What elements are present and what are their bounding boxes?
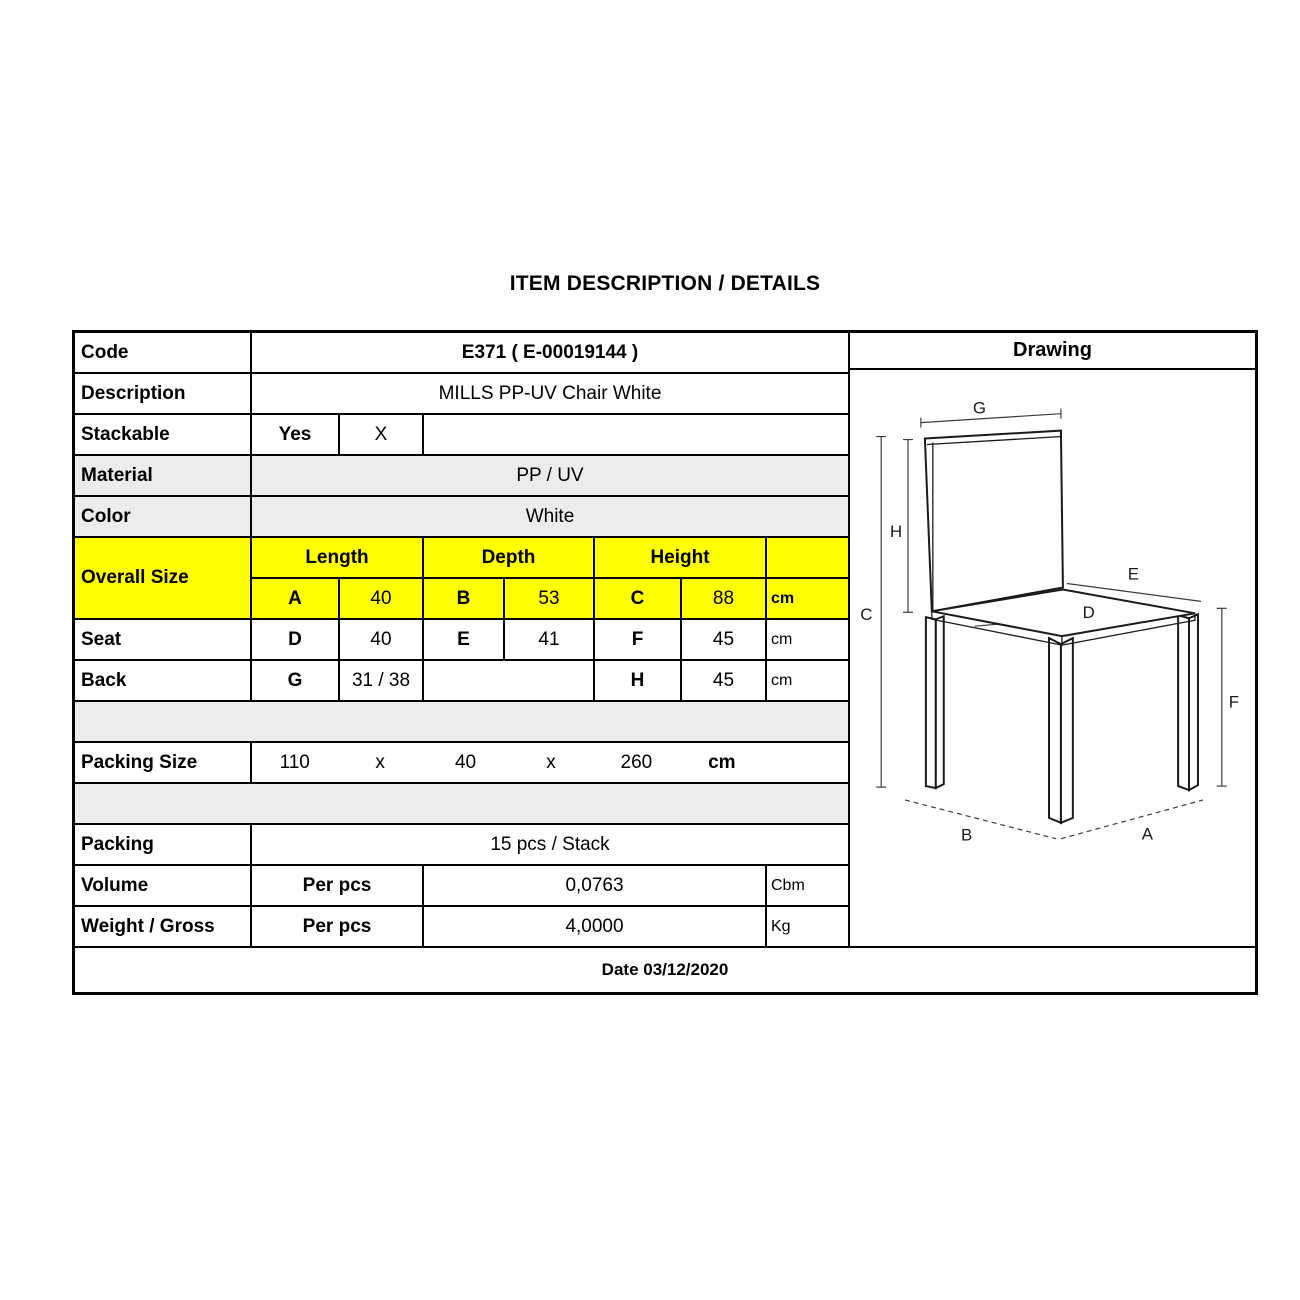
overall-dim-a-key: A	[252, 579, 340, 620]
stackable-empty-cell	[424, 415, 850, 456]
back-empty-cell	[424, 661, 595, 702]
seat-dim-e-key: E	[424, 620, 505, 661]
material-value: PP / UV	[252, 456, 850, 497]
dim-label-d: D	[1082, 603, 1095, 623]
overall-dim-a-value: 40	[340, 579, 424, 620]
spacer-row-1	[75, 702, 850, 743]
stackable-label: Stackable	[75, 415, 252, 456]
back-dim-h-key: H	[595, 661, 682, 702]
chair-drawing	[850, 370, 1255, 946]
seat-dim-d-key: D	[252, 620, 340, 661]
volume-unit: Cbm	[767, 866, 850, 907]
overall-size-header-depth: Depth	[424, 538, 595, 579]
packing-size-x1: x	[375, 751, 385, 773]
description-value: MILLS PP-UV Chair White	[252, 374, 850, 415]
volume-per: Per pcs	[252, 866, 424, 907]
date-row: Date 03/12/2020	[601, 960, 729, 979]
overall-dim-b-value: 53	[505, 579, 595, 620]
back-dim-g-key: G	[252, 661, 340, 702]
page-title: ITEM DESCRIPTION / DETAILS	[509, 272, 821, 295]
overall-dim-c-key: C	[595, 579, 682, 620]
dim-label-g: G	[972, 398, 987, 418]
description-label: Description	[75, 374, 252, 415]
stackable-answer: Yes	[252, 415, 340, 456]
chair-backrest	[925, 431, 1063, 612]
spacer-row-2	[75, 784, 850, 825]
overall-size-header-length: Length	[252, 538, 424, 579]
volume-value: 0,0763	[424, 866, 767, 907]
seat-dim-f-key: F	[595, 620, 682, 661]
seat-dim-d-value: 40	[340, 620, 424, 661]
packing-size-value	[252, 743, 850, 784]
overall-size-empty-cell	[767, 538, 850, 579]
weight-value: 4,0000	[424, 907, 767, 948]
seat-dim-f-value: 45	[682, 620, 767, 661]
back-label: Back	[75, 661, 252, 702]
packing-size-unit: cm	[708, 751, 736, 773]
dim-label-f: F	[1228, 692, 1240, 712]
weight-label: Weight / Gross	[75, 907, 252, 948]
drawing-panel	[850, 333, 1255, 948]
weight-per: Per pcs	[252, 907, 424, 948]
packing-size-length: 110	[279, 751, 310, 773]
code-label: Code	[75, 333, 252, 374]
volume-label: Volume	[75, 866, 252, 907]
color-value: White	[252, 497, 850, 538]
packing-label: Packing	[75, 825, 252, 866]
chair-drawing-svg	[850, 370, 1253, 941]
seat-label: Seat	[75, 620, 252, 661]
overall-size-label: Overall Size	[75, 538, 252, 620]
code-value: E371 ( E-00019144 )	[252, 333, 850, 374]
packing-size-width: 40	[454, 751, 477, 773]
dim-label-h: H	[889, 521, 903, 541]
packing-size-label: Packing Size	[75, 743, 252, 784]
stackable-mark: X	[340, 415, 424, 456]
material-label: Material	[75, 456, 252, 497]
overall-size-header-height: Height	[595, 538, 767, 579]
seat-dim-e-value: 41	[505, 620, 595, 661]
packing-size-strip	[252, 743, 765, 782]
dim-label-b: B	[960, 825, 973, 845]
packing-size-x2: x	[546, 751, 556, 773]
overall-dim-c-value: 88	[682, 579, 767, 620]
overall-dim-b-key: B	[424, 579, 505, 620]
spec-table	[72, 330, 1258, 995]
back-unit: cm	[767, 661, 850, 702]
dim-label-e: E	[1127, 564, 1140, 584]
back-dim-h-value: 45	[682, 661, 767, 702]
color-label: Color	[75, 497, 252, 538]
dim-label-c: C	[860, 605, 873, 625]
drawing-title: Drawing	[850, 333, 1255, 370]
seat-unit: cm	[767, 620, 850, 661]
packing-size-height: 260	[620, 751, 653, 773]
back-dim-g-value: 31 / 38	[340, 661, 424, 702]
packing-value: 15 pcs / Stack	[252, 825, 850, 866]
overall-size-unit: cm	[767, 579, 850, 620]
weight-unit: Kg	[767, 907, 850, 948]
dim-label-a: A	[1141, 824, 1153, 844]
